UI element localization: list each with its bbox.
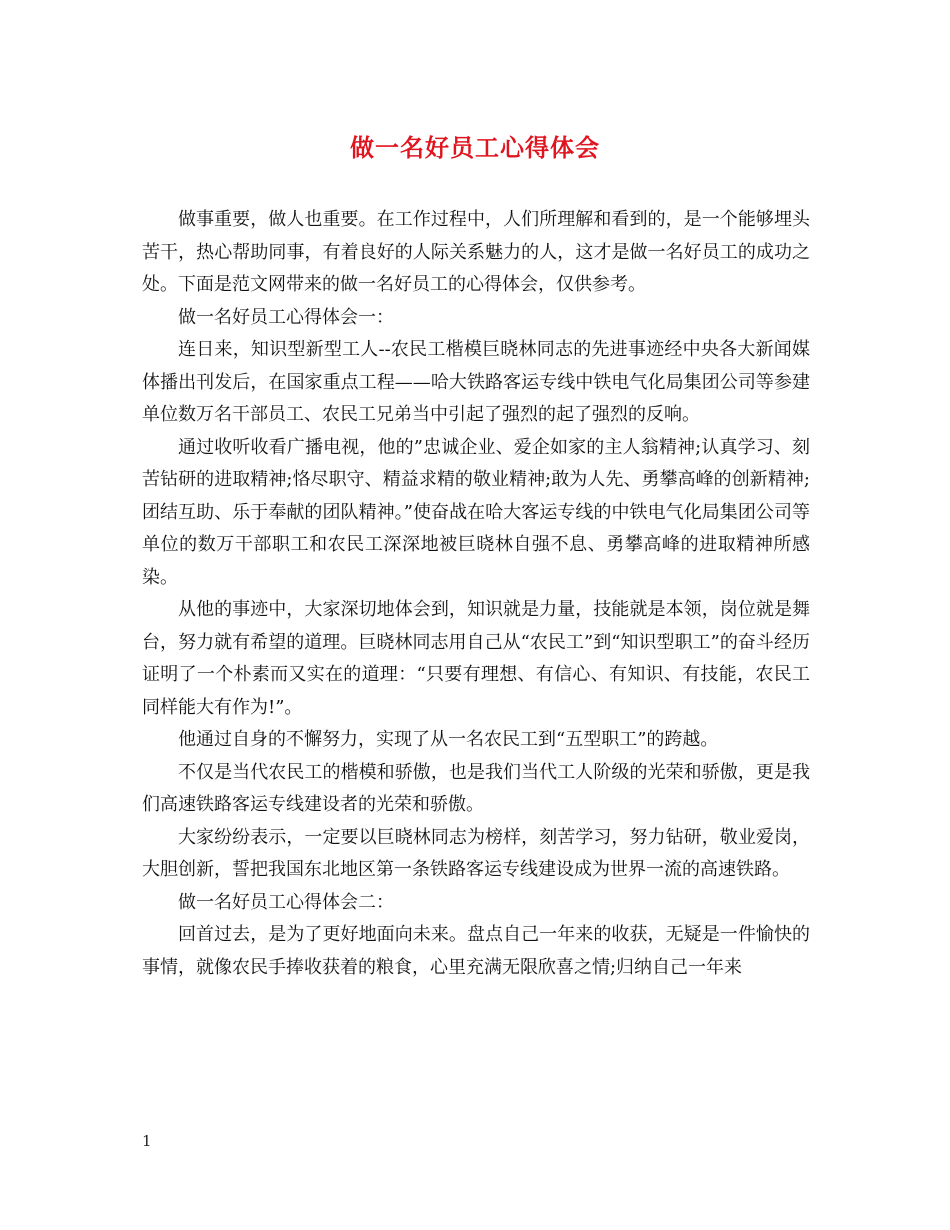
paragraph: 从他的事迹中，大家深切地体会到，知识就是力量，技能就是本领，岗位就是舞台，努力就有希望的道理。巨晓林同志用自己从“农民工”到“知识型职工”的奋斗经历证明了一个朴素而又实在的道理：“只要有理想、有信心、有知识、有技能，农民工同样能大有作为!”。 <box>142 599 810 718</box>
paragraph: 大家纷纷表示，一定要以巨晓林同志为榜样，刻苦学习，努力钻研，敬业爱岗，大胆创新，誓把我国东北地区第一条铁路客运专线建设成为世界一流的高速铁路。 <box>142 826 810 880</box>
section-heading: 做一名好员工心得体会一： <box>178 306 394 328</box>
page-title: 做一名好员工心得体会 <box>350 133 600 162</box>
section-heading: 做一名好员工心得体会二： <box>178 891 394 913</box>
document-body <box>142 204 810 984</box>
page-number: 1 <box>142 1132 152 1150</box>
paragraph: 不仅是当代农民工的楷模和骄傲，也是我们当代工人阶级的光荣和骄傲，更是我们高速铁路客运专线建设者的光荣和骄傲。 <box>142 761 810 815</box>
paragraph: 连日来，知识型新型工人--农民工楷模巨晓林同志的先进事迹经中央各大新闻媒体播出刊发后，在国家重点工程——哈大铁路客运专线中铁电气化局集团公司等参建单位数万名干部员工、农民工兄弟当中引起了强烈的起了强烈的反响。 <box>142 339 810 425</box>
paragraph: 回首过去，是为了更好地面向未来。盘点自己一年来的收获，无疑是一件愉快的事情，就像农民手捧收获着的粮食，心里充满无限欣喜之情;归纳自己一年来 <box>142 924 810 978</box>
paragraph: 他通过自身的不懈努力，实现了从一名农民工到“五型职工”的跨越。 <box>178 729 719 750</box>
paragraph: 通过收听收看广播电视，他的”忠诚企业、爱企如家的主人翁精神;认真学习、刻苦钻研的进取精神;恪尽职守、精益求精的敬业精神;敢为人先、勇攀高峰的创新精神;团结互助、乐于奉献的团队精神。”使奋战在哈大客运专线的中铁电气化局集团公司等单位的数万干部职工和农民工深深地被巨晓林自强不息、勇攀高峰的进取精神所感染。 <box>142 436 810 588</box>
paragraph: 做事重要，做人也重要。在工作过程中，人们所理解和看到的，是一个能够埋头苦干，热心帮助同事，有着良好的人际关系魅力的人，这才是做一名好员工的成功之处。下面是范文网带来的做一名好员工的心得体会，仅供参考。 <box>142 209 810 295</box>
